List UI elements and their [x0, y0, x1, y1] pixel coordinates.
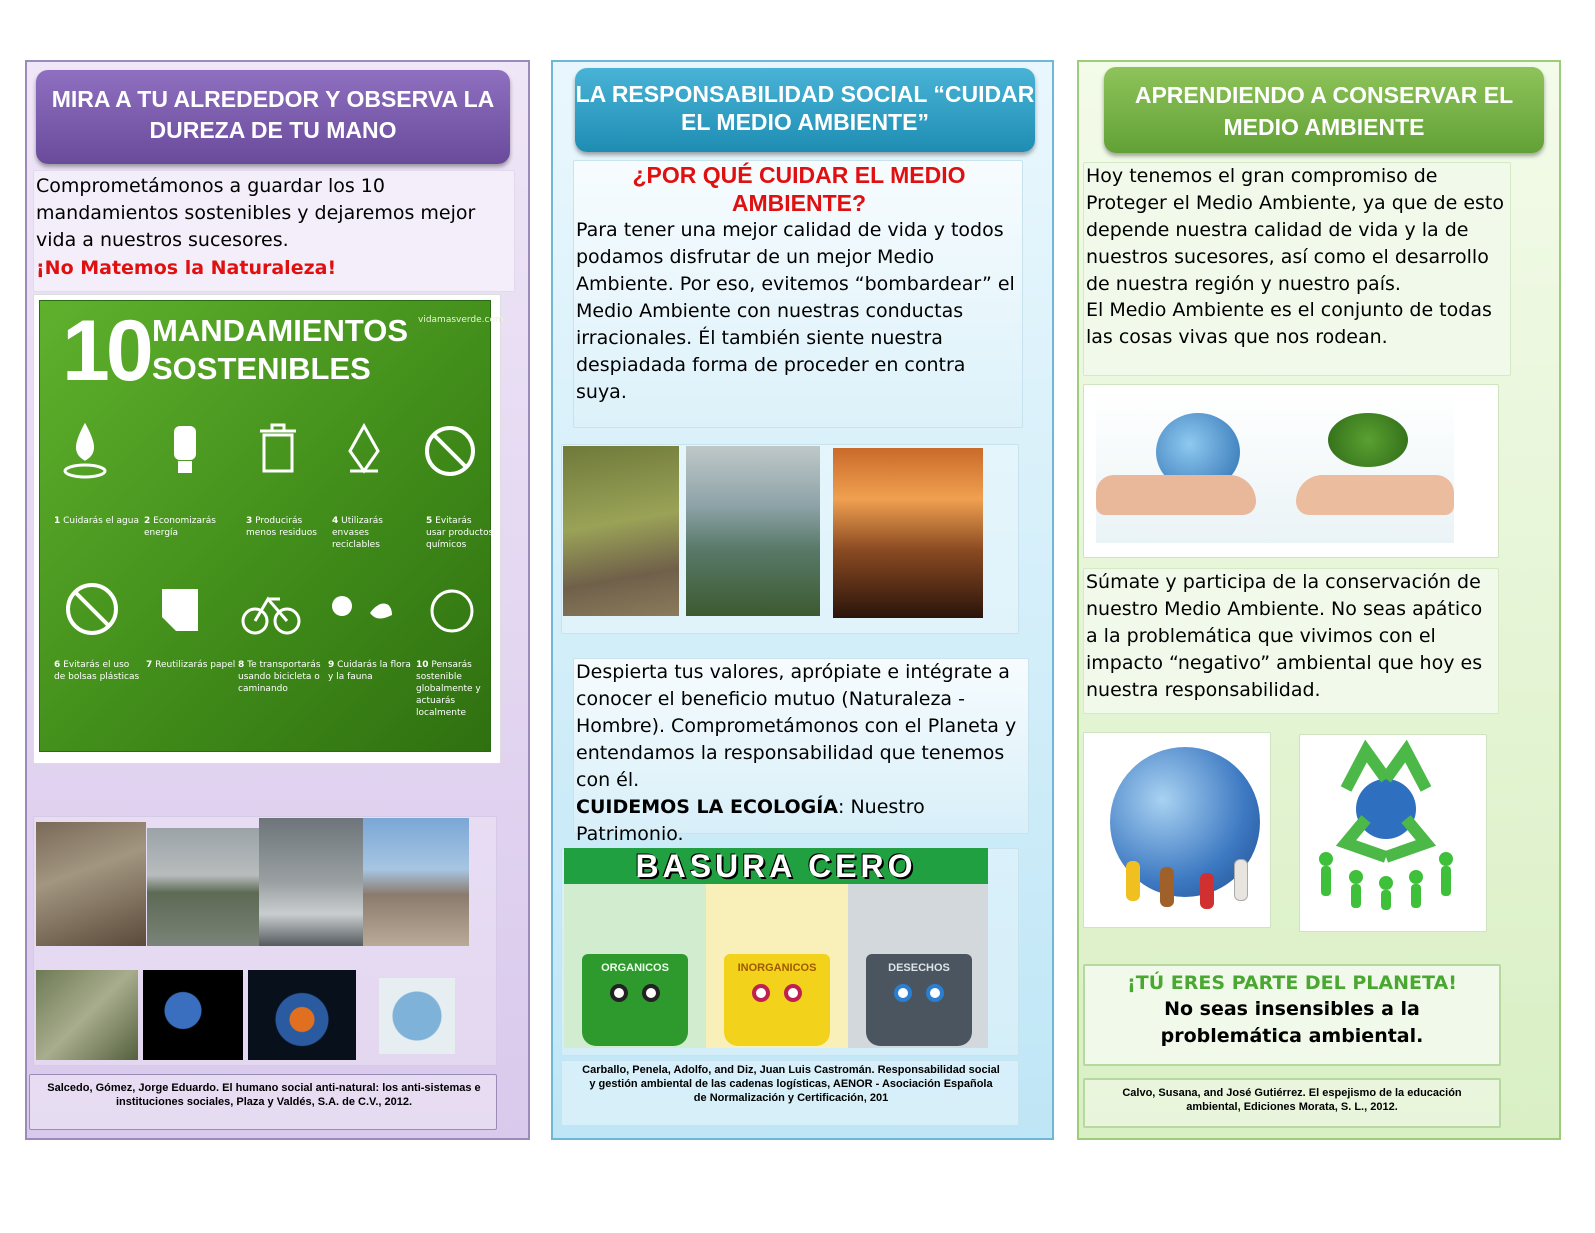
bin-inorganic-eye-left [752, 984, 770, 1002]
pipe-pollution-photo [686, 446, 820, 616]
recycle-icon [350, 426, 378, 471]
bin-organic-eye-left [610, 984, 628, 1002]
citation-left: Salcedo, Gómez, Jorge Eduardo. El humano social anti-natural: los anti-sistemas e instituciones sociales, Plaza y Valdés, S.A. de C.V., 2012. [47, 1082, 481, 1108]
basura-title: BASURA CERO [635, 848, 917, 884]
trash-can-icon [260, 425, 296, 471]
poster-item-3: 3 Producirás menos residuos [246, 516, 317, 538]
hand-left [1096, 475, 1256, 515]
commitment-text: Hoy tenemos el gran compromiso de Proteger el Medio Ambiente, ya que de esto depende nuestra calidad de vida y la de nuestros sucesores, así como el desarrollo de nuestra región y nuestro país. [1086, 165, 1504, 295]
panel-right [1077, 60, 1561, 1140]
flood-photo [147, 828, 259, 946]
poster-item-4: 4 Utilizarás envases reciclables [332, 516, 383, 550]
no-bag-icon [68, 585, 116, 633]
poster-item-8: 8 Te transportarás usando bicicleta o caminando [238, 660, 321, 694]
earth-spray-photo [143, 970, 243, 1060]
bin-inorganic [724, 954, 830, 1046]
hands-photo-frame [1083, 384, 1499, 558]
bin-waste-eye-left [894, 984, 912, 1002]
destruction-photo [363, 818, 469, 946]
definition-text: El Medio Ambiente es el conjunto de todas las cosas vivas que nos rodean. [1086, 299, 1492, 348]
values-box [573, 658, 1029, 845]
figure-white [1234, 859, 1248, 901]
poster-item-5: 5 Evitarás usar productos químicos [426, 516, 494, 550]
poster-item-7: 7 Reutilizarás papel [146, 660, 236, 670]
commitment-box [1083, 162, 1511, 376]
recycle-globe-svg [1306, 739, 1466, 911]
bin-inorganic-bg [706, 884, 848, 1048]
citation-box-right [1083, 1078, 1501, 1128]
citation-right: Calvo, Susana, and José Gutiérrez. El espejismo de la educación ambiental, Ediciones Morata, S. L., 2012. [1122, 1087, 1462, 1113]
intro-text: Comprometámonos a guardar los 10 mandamientos sostenibles y dejaremos mejor vida a nuestros sucesores. [36, 175, 476, 251]
figure-brown [1160, 867, 1174, 907]
recycle-globe-frame [1299, 734, 1487, 932]
poster-item-1: 1 Cuidarás el agua [54, 516, 139, 526]
hand-right [1296, 475, 1454, 515]
bin-waste-eye-right [926, 984, 944, 1002]
citation-middle: Carballo, Penela, Adolfo, and Diz, Juan Luis Castromán. Responsabilidad social y gestión ambiental de las cadenas logísticas, AENOR - Asociación Española de Normalización y Certificación, 201 [582, 1064, 1000, 1104]
poster-item-9: 9 Cuidarás la flora y la fauna [328, 660, 411, 682]
citation-box-middle [561, 1060, 1019, 1126]
bin-inorganic-label: INORGANICOS [737, 962, 817, 974]
poster-item-10: 10 Pensarás sostenible globalmente y actuarás localmente [416, 660, 481, 718]
no-chemicals-icon [427, 428, 473, 474]
bin-waste [866, 954, 972, 1046]
values-end: : Nuestro Patrimonio. [576, 796, 925, 845]
callout-box [1083, 964, 1501, 1066]
bin-organic [582, 954, 688, 1046]
why-box [573, 160, 1023, 428]
figure-red [1200, 873, 1214, 909]
bin-waste-label: DESECHOS [888, 962, 950, 974]
participate-box [1083, 568, 1499, 714]
polluted-water-photo [36, 970, 138, 1060]
poster-row-1 [54, 515, 494, 565]
participate-text: Súmate y participa de la conservación de nuestro Medio Ambiente. No seas apático a la problemática que vivimos con el impacto “negativo” ambiental que hoy es nuestra responsabilidad. [1086, 571, 1483, 701]
header-right: APRENDIENDO A CONSERVAR EL MEDIO AMBIENTE [1104, 67, 1544, 153]
flower-bird-icon [332, 596, 392, 619]
panel-middle [551, 60, 1054, 1140]
poster-item-2: 2 Economizarás energía [144, 516, 216, 538]
small-globe-photo [379, 978, 455, 1054]
factory-smoke-photo [833, 448, 983, 618]
values-bold: CUIDEMOS LA ECOLOGÍA [576, 796, 839, 818]
callout-body: No seas insensibles a la problemática ambiental. [1160, 998, 1424, 1047]
panel-left [25, 60, 530, 1140]
globe-people-frame [1083, 732, 1271, 928]
bin-waste-bg [848, 884, 988, 1048]
header-left: MIRA A TU ALREDEDOR Y OBSERVA LA DUREZA DE TU MANO [36, 70, 510, 164]
why-title: ¿POR QUÉ CUIDAR EL MEDIO AMBIENTE? [632, 162, 966, 216]
poster-site: vidamasverde.com [418, 315, 504, 325]
bin-organic-eye-right [642, 984, 660, 1002]
poster-title-2: SOSTENIBLES [152, 351, 371, 386]
mandamientos-poster [39, 300, 504, 752]
deforestation-photo [563, 446, 679, 616]
recycle-globe-image [1306, 739, 1466, 911]
paper-icon [162, 589, 198, 631]
bulb-icon [174, 426, 196, 473]
hands-photo [1096, 393, 1454, 543]
why-text: Para tener una mejor calidad de vida y todos podamos disfrutar de un mejor Medio Ambiente. Por eso, evitemos “bombardear” el Medio Ambiente con nuestras conductas irracionales. Él también siente nuestra despiadada forma de proceder en contra suya. [576, 219, 1015, 403]
values-text [576, 659, 1026, 848]
poster-row-2 [54, 659, 494, 739]
header-middle: LA RESPONSABILIDAD SOCIAL “CUIDAR EL MEDIO AMBIENTE” [575, 68, 1035, 152]
green-people [1319, 852, 1453, 910]
basura-cero-poster [564, 848, 988, 1048]
figure-yellow [1126, 861, 1140, 901]
globe-people-image [1100, 741, 1270, 913]
bin-organic-bg [564, 884, 706, 1048]
earth-fire-photo [248, 970, 356, 1060]
globe-recycle-icon [432, 591, 472, 631]
drop-icon [65, 426, 105, 477]
poster-item-6: 6 Evitarás el uso de bolsas plásticas [54, 660, 140, 682]
values-paragraph: Despierta tus valores, aprópiate e intégrate a conocer el beneficio mutuo (Naturaleza -Hombre). Comprometámonos con el Planeta y entendamos la responsabilidad que tenemos con él. [576, 661, 1017, 791]
bicycle-icon [243, 599, 299, 633]
hands-tree [1328, 413, 1408, 467]
landslide-photo [36, 822, 146, 946]
slogan: ¡No Matemos la Naturaleza! [36, 257, 337, 279]
bin-inorganic-eye-right [784, 984, 802, 1002]
poster-title-1: MANDAMIENTOS [152, 313, 409, 348]
bin-organic-label: ORGANICOS [601, 962, 669, 974]
recycle-globe [1356, 779, 1416, 839]
callout-title: ¡TÚ ERES PARTE DEL PLANETA! [1127, 972, 1457, 994]
poster-number: 10 [62, 303, 150, 399]
citation-box-left [29, 1074, 497, 1130]
hurricane-photo [259, 818, 363, 946]
intro-box [33, 170, 515, 292]
